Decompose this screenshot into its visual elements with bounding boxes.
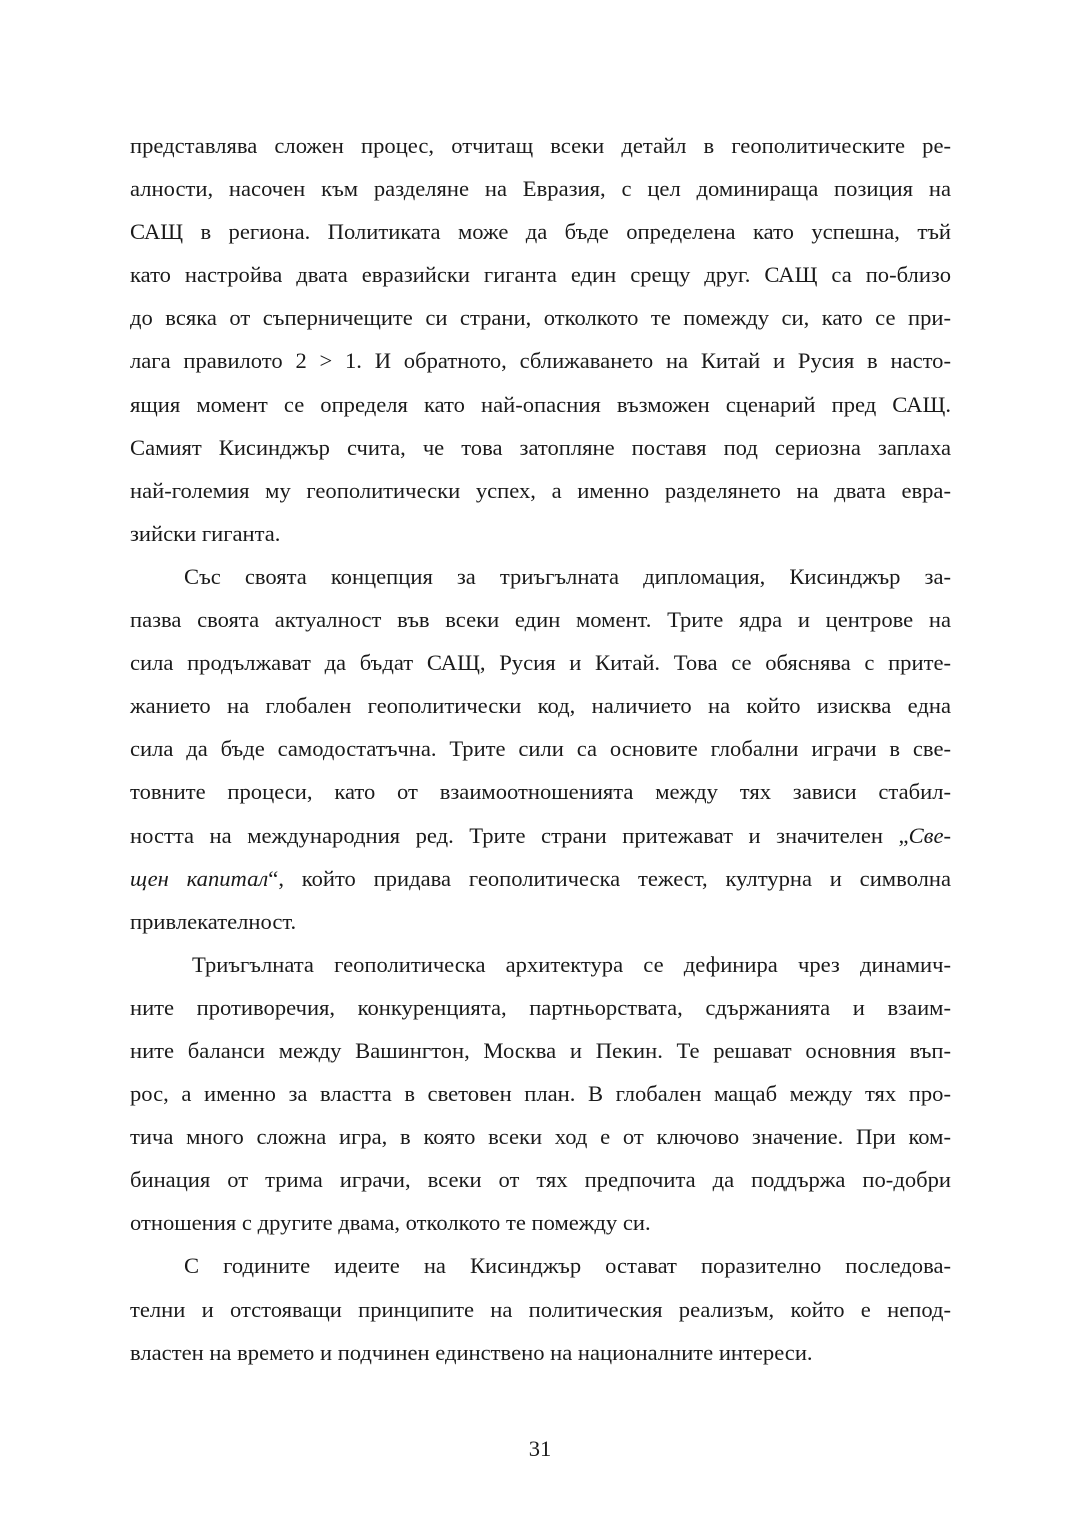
text-line: [130, 857, 951, 900]
text-line: Самият Кисинджър счита, че това затопляне поставя под сериозна заплаха: [130, 434, 951, 460]
text-line: [130, 814, 951, 857]
text-line: отношения с другите двама, отколкото те помежду си.: [130, 1210, 651, 1236]
text-line: тича много сложна игра, в която всеки ход е от ключово значение. При ком-: [130, 1124, 951, 1150]
text-line: телни и отстояващи принципите на политическия реализъм, който е непод-: [130, 1296, 951, 1322]
text-line: като настройва двата евразийски гиганта един срещу друг. САЩ са по-близо: [130, 262, 951, 288]
text-line: ящия момент се определя като най-опасния възможен сценарий пред САЩ.: [130, 391, 951, 417]
text-run: ността на международния ред. Трите страни притежават и значителен „: [130, 822, 909, 848]
text-run: “, който придава геополитическа тежест, културна и символна: [268, 865, 951, 891]
paragraph-4: [130, 1244, 951, 1373]
text-line: ните баланси между Вашингтон, Москва и Пекин. Те решават основния въп-: [130, 1037, 951, 1063]
text-line: пазва своята актуалност във всеки един момент. Трите ядра и центрове на: [130, 607, 951, 633]
text-line: товните процеси, като от взаимоотношенията между тях зависи стабил-: [130, 779, 951, 805]
text-line: сила да бъде самодостатъчна. Трите сили са основите глобални играчи в све-: [130, 736, 951, 762]
text-line: представлява сложен процес, отчитащ всеки детайл в геополитическите ре-: [130, 133, 951, 158]
document-body: [130, 124, 951, 1374]
page-number: 31: [528, 1436, 552, 1461]
text-line: рос, а именно за властта в световен план. В глобален мащаб между тях про-: [130, 1081, 951, 1107]
text-line: С годините идеите на Кисинджър остават поразително последова-: [184, 1253, 951, 1279]
paragraph-1: [130, 124, 951, 555]
text-line: бинация от трима играчи, всеки от тях предпочита да поддържа по-добри: [130, 1167, 951, 1193]
text-line: лага правилото 2 > 1. И обратното, сближаването на Китай и Русия в насто-: [130, 348, 951, 374]
text-line: зийски гиганта.: [130, 520, 281, 546]
text-line: властен на времето и подчинен единствено на националните интереси.: [130, 1339, 813, 1365]
italic-term: щен капитал: [130, 865, 269, 891]
text-line: сила продължават да бъдат САЩ, Русия и Китай. Това се обяснява с прите-: [130, 650, 951, 676]
text-line: Със своята концепция за триъгълната дипломация, Кисинджър за-: [184, 563, 951, 589]
text-line: алности, насочен към разделяне на Евразия, с цел доминираща позиция на: [130, 176, 951, 202]
text-line: привлекателност.: [130, 908, 297, 934]
text-line: САЩ в региона. Политиката може да бъде определена като успешна, тъй: [130, 219, 951, 245]
italic-term: Све-: [908, 822, 951, 848]
paragraph-2: [130, 555, 951, 943]
text-line: най-големия му геополитически успех, а именно разделянето на двата евра-: [130, 477, 951, 503]
paragraph-3: [130, 943, 951, 1245]
text-line: Триъгълната геополитическа архитектура се дефинира чрез динамич-: [192, 951, 951, 977]
text-line: ните противоречия, конкуренцията, партньорствата, сдържанията и взаим-: [130, 994, 951, 1020]
text-line: до всяка от съперничещите си страни, отколкото те помежду си, като се при-: [130, 305, 951, 331]
text-line: жанието на глобален геополитически код, наличието на който изисква една: [130, 693, 951, 719]
